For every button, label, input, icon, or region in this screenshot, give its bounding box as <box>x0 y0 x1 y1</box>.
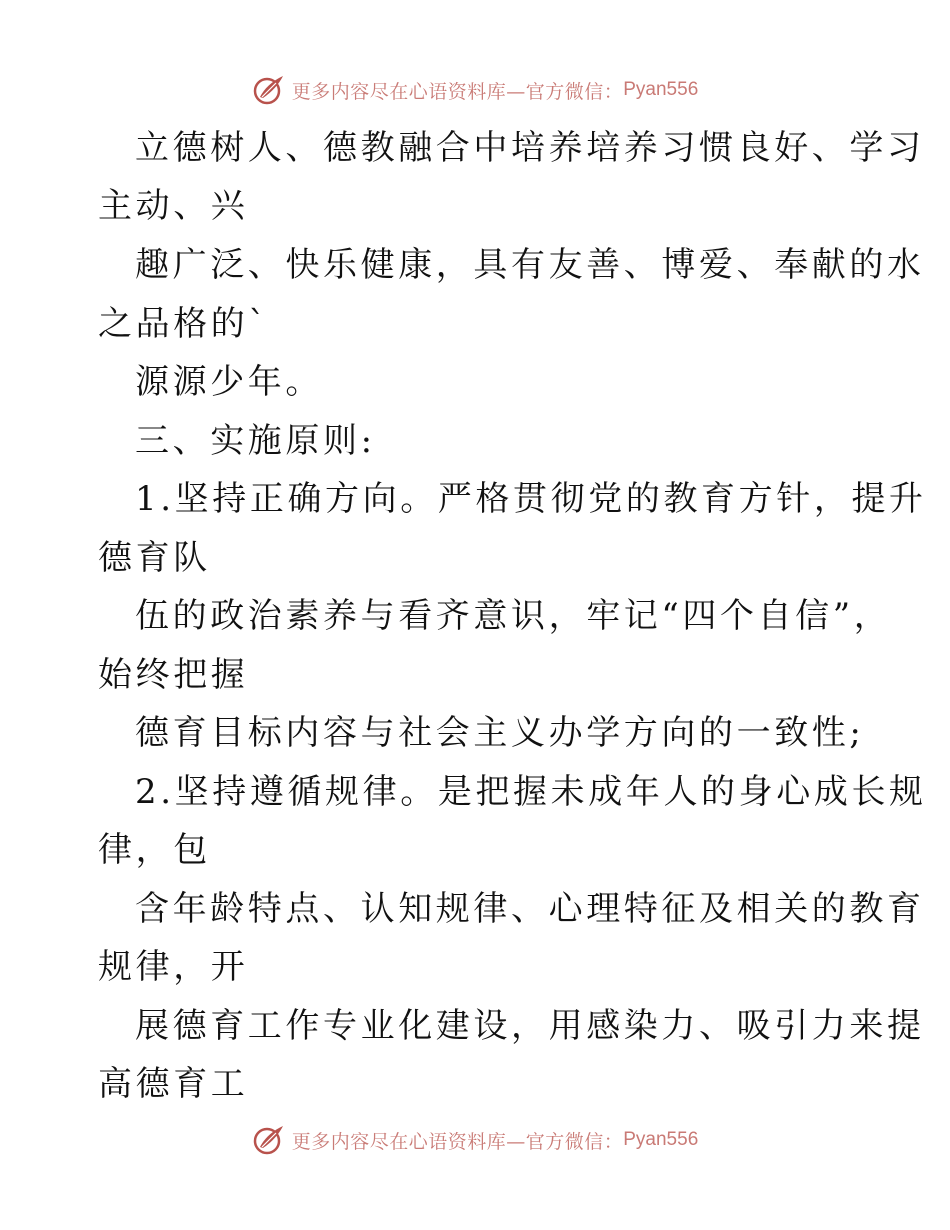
watermark-text: 更多内容尽在心语资料库—官方微信： <box>291 80 624 103</box>
watermark-wechat-id: Pyan556 <box>623 1129 699 1150</box>
text-line: 展德育工作专业化建设，用感染力、吸引力来提 <box>135 1006 925 1046</box>
text-line: 源源少年。 <box>135 362 323 402</box>
text-line: 主动、兴 <box>98 186 249 226</box>
text-line: 德育队 <box>98 538 211 578</box>
text-line: 含年龄特点、认知规律、心理特征及相关的教育 <box>135 889 925 929</box>
text-line: 立德树人、德教融合中培养培养习惯良好、学习 <box>135 128 925 168</box>
text-line: 始终把握 <box>98 655 249 695</box>
text-line: 趣广泛、快乐健康，具有友善、博爱、奉献的水 <box>135 245 925 285</box>
feather-pen-logo-icon <box>252 73 286 107</box>
watermark-wechat-id: Pyan556 <box>623 79 699 100</box>
text-line: 之品格的` <box>98 304 269 344</box>
footer-watermark <box>0 1120 950 1160</box>
feather-pen-logo-icon <box>252 1123 286 1157</box>
text-line: 伍的政治素养与看齐意识，牢记“四个自信”， <box>135 596 892 636</box>
section-heading: 三、实施原则: <box>135 421 376 461</box>
text-line: 律，包 <box>98 830 211 870</box>
text-line: 德育目标内容与社会主义办学方向的一致性; <box>135 713 865 753</box>
text-line: 2.坚持遵循规律。是把握未成年人的身心成长规 <box>135 772 927 812</box>
text-line: 规律，开 <box>98 947 249 987</box>
watermark-text: 更多内容尽在心语资料库—官方微信： <box>291 1130 624 1153</box>
header-watermark <box>0 70 950 110</box>
text-line: 1.坚持正确方向。严格贯彻党的教育方针，提升 <box>135 479 927 519</box>
text-line: 高德育工 <box>98 1064 249 1104</box>
